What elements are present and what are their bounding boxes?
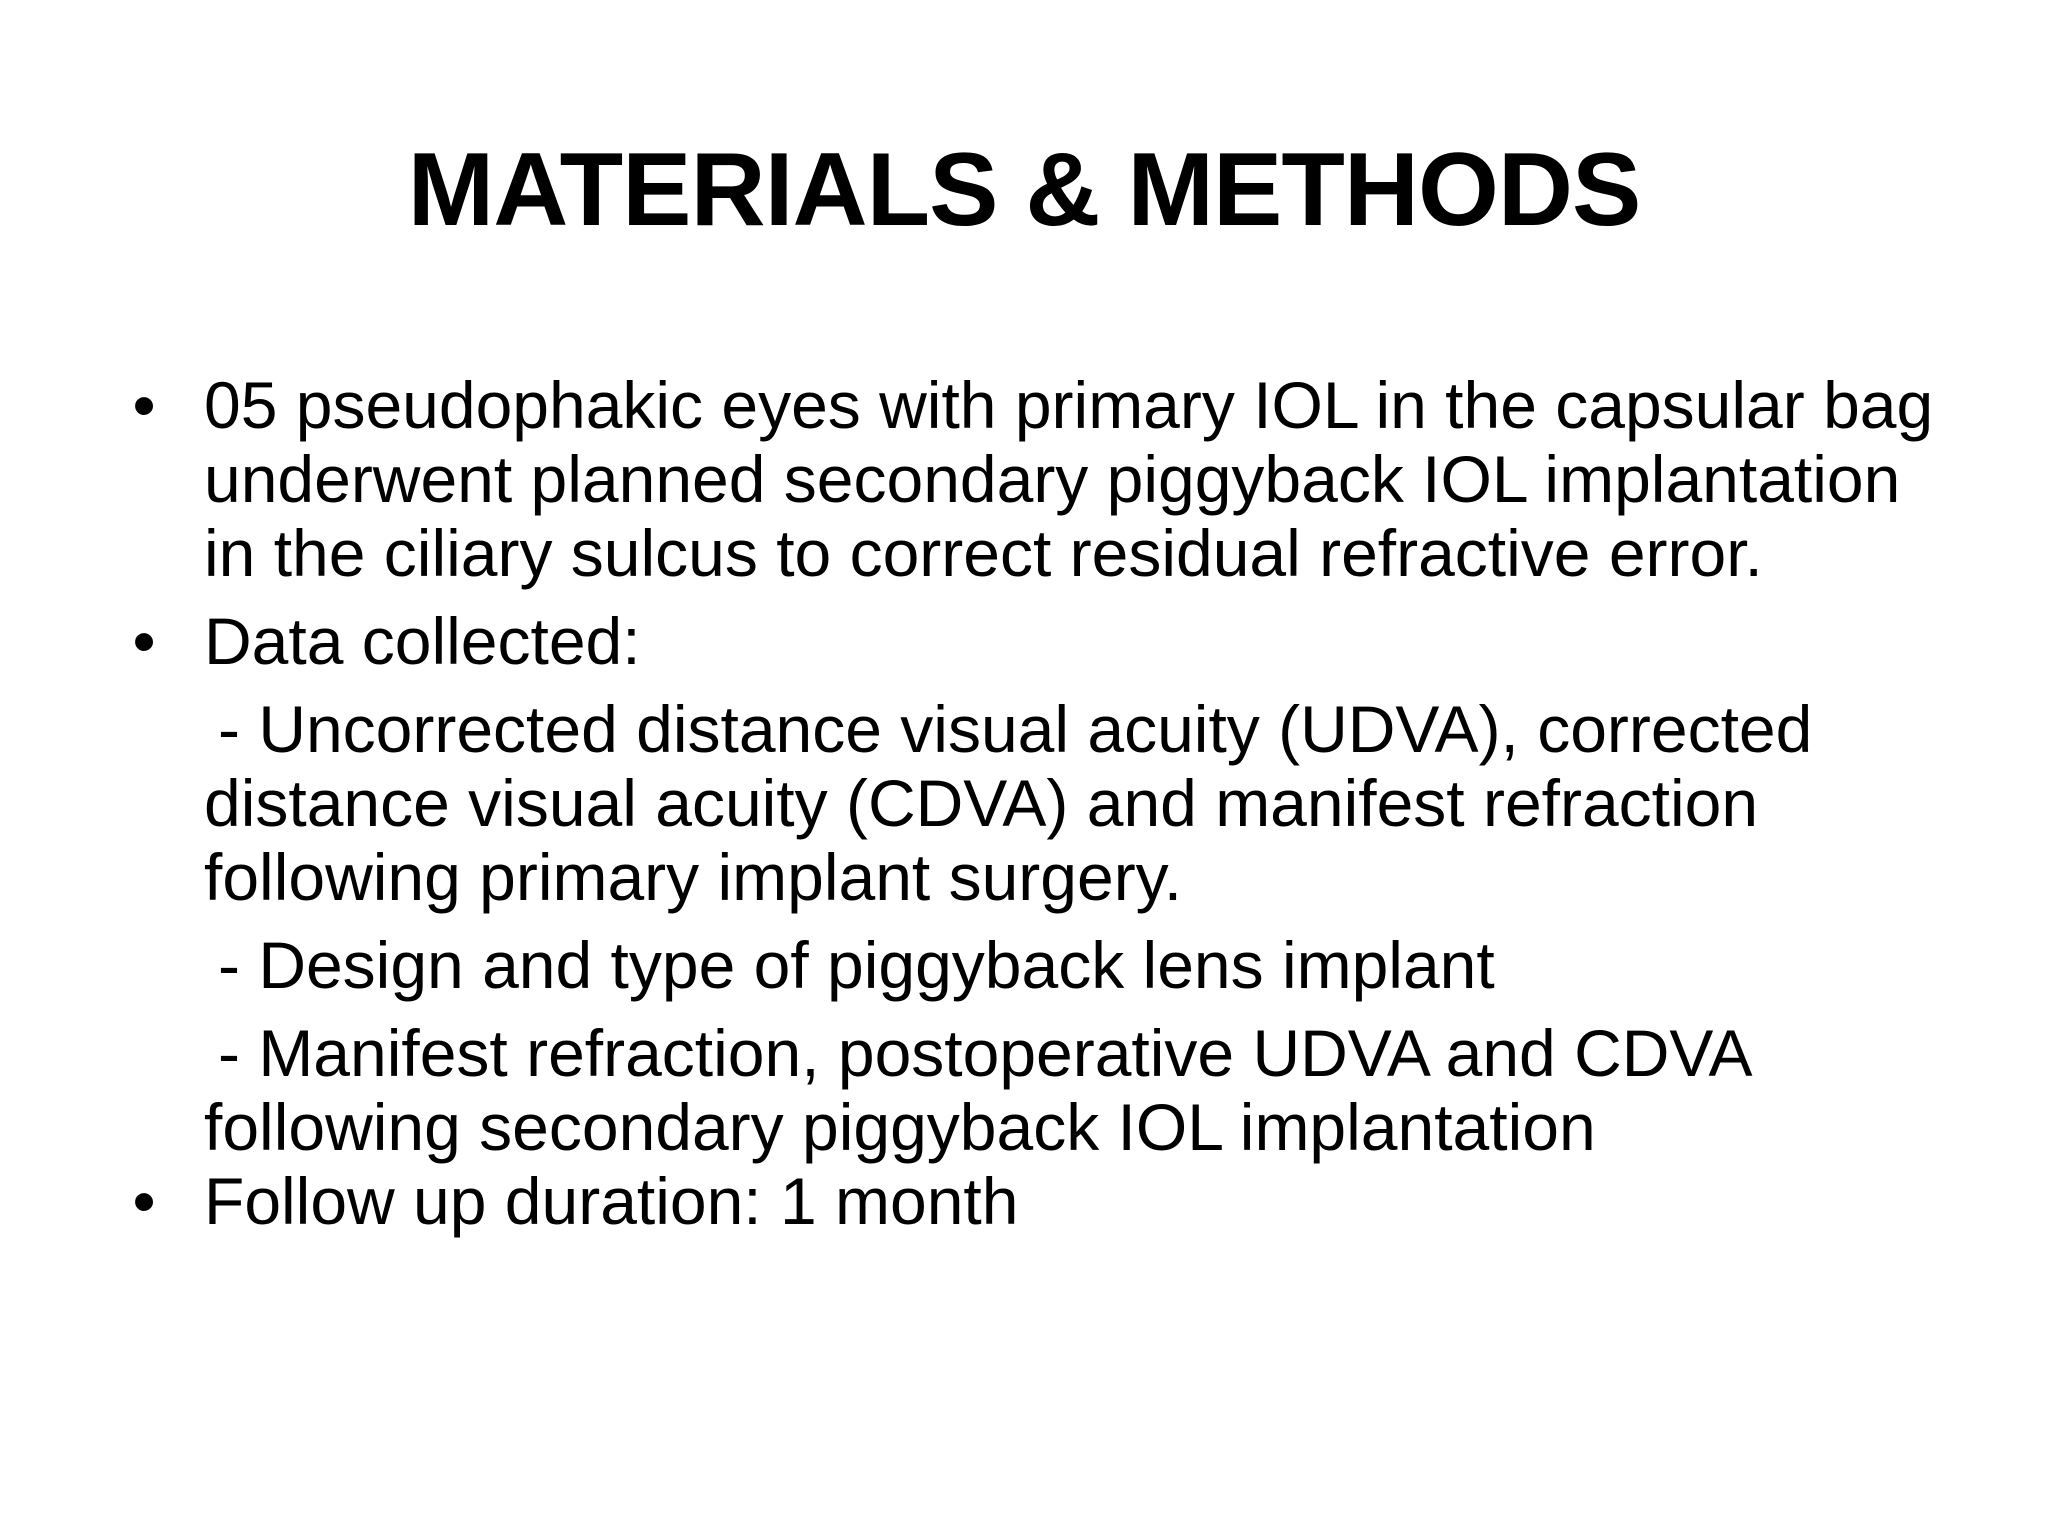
slide-title: MATERIALS & METHODS: [407, 132, 1641, 248]
bullet-text: 05 pseudophakic eyes with primary IOL in the capsular bag underwent planned secondary piggyback IOL implantation in the ciliary sulcus to correct residual refractive error.: [204, 368, 1934, 590]
sub-item-lens-design: [118, 928, 1968, 1002]
bullet-text: Follow up duration: 1 month: [204, 1164, 1019, 1238]
bullet-text: Data collected:: [204, 604, 641, 678]
bullet-item-data-collected: [118, 604, 1968, 678]
bullet-icon: •: [132, 368, 156, 442]
bullet-icon: •: [132, 1164, 156, 1238]
bullet-icon: •: [132, 604, 156, 678]
slide-body: [118, 368, 1968, 1238]
sub-item-text: - Uncorrected distance visual acuity (UDVA), corrected distance visual acuity (CDVA) and manifest refraction following primary implant surgery.: [204, 692, 1813, 914]
sub-item-text: - Manifest refraction, postoperative UDVA and CDVA following secondary piggyback IOL implantation: [204, 1016, 1749, 1164]
bullet-item-pseudophakic-eyes: [118, 368, 1968, 590]
bullet-item-follow-up: [118, 1164, 1968, 1238]
sub-item-postoperative: [118, 1016, 1968, 1164]
sub-item-visual-acuity: [118, 692, 1968, 914]
sub-item-text: - Design and type of piggyback lens implant: [218, 928, 1495, 1002]
